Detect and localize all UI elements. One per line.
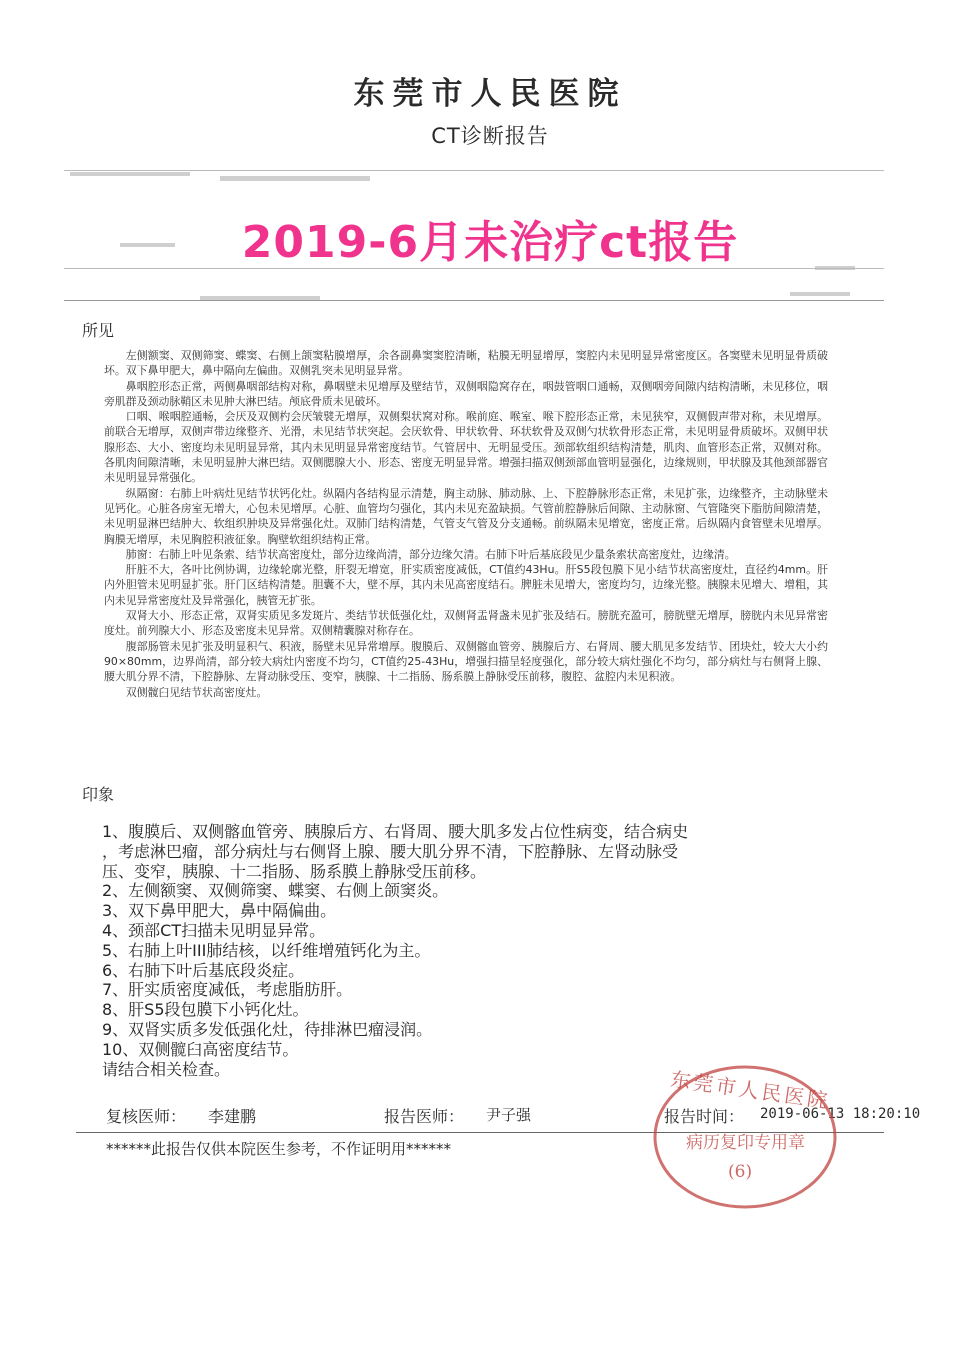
impression-line: 3、双下鼻甲肥大，鼻中隔偏曲。 [102,901,337,921]
report-time: 2019-06-13 18:20:10 [760,1106,921,1122]
impression-line: 6、右肺下叶后基底段炎症。 [102,960,305,980]
reporter-label: 报告医师： [384,1107,465,1126]
impression-line: 1、腹膜后、双侧髂血管旁、胰腺后方、右肾周、腰大肌多发占位性病变，结合病史 [102,822,689,841]
findings-paragraph: 鼻咽腔形态正常，两侧鼻咽部结构对称，鼻咽壁未见增厚及壁结节，双侧咽隐窝存在，咽鼓管咽口通畅，双侧咽旁间隙内结构清晰，未见移位，咽旁肌群及颈动脉鞘区未见肿大淋巴结。颅底骨质未见破坏。 [104,379,828,408]
findings-paragraph: 肺窗：右肺上叶见条索、结节状高密度灶，部分边缘尚清，部分边缘欠清。右肺下叶后基底段见少量条索状高密度灶，边缘清。 [125,547,736,561]
reporter-name: 尹子强 [486,1106,532,1124]
header-divider-top [64,170,884,171]
impression-line: 4、颈部CT扫描未见明显异常。 [102,920,326,940]
impression-line: 请结合相关检查。 [102,1059,231,1079]
findings-paragraph: 双肾大小、形态正常，双肾实质见多发斑片、类结节状低强化灶，双侧肾盂肾盏未见扩张及结石。膀胱充盈可，膀胱壁无增厚，膀胱内未见异常密度灶。前列腺大小、形态及密度未见异常。双侧精囊腺对称存在。 [104,609,828,638]
impression-line: 10、双侧髋臼高密度结节。 [102,1039,299,1059]
findings-paragraph: 肝脏不大，各叶比例协调，边缘轮廓光整，肝裂无增宽，肝实质密度减低，CT值约43Hu。肝S5段包膜下见小结节状高密度灶，直径约4mm。肝内外胆管未见明显扩张。肝门区结构清楚。胆囊不大，壁不厚，其内未见高密度结石。脾脏未见增大，密度均匀，边缘光整。胰腺未见增大、增粗，其内未见异常密度灶及异常强化，胰管无扩张。 [104,563,828,607]
header-divider-bottom [64,300,884,301]
stamp-middle-text: 病历复印专用章 [686,1133,805,1153]
overlay-caption: 2019-6月未治疗ct报告 [241,217,739,268]
findings-body [104,348,828,700]
time-label: 报告时间： [664,1107,745,1126]
findings-paragraph: 双侧髋臼见结节状高密度灶。 [125,685,268,699]
reviewer-name: 李建鹏 [208,1107,257,1126]
impression-label: 印象 [82,785,115,804]
findings-paragraph: 腹部肠管未见扩张及明显积气、积液，肠壁未见异常增厚。腹膜后、双侧髂血管旁、胰腺后方、右肾周、腰大肌见多发结节、团块灶，较大大小约90×80mm，边界尚清，部分较大病灶内密度不均匀，CT值约25-43Hu，增强扫描呈轻度强化，部分较大病灶强化不均匀，部分病灶与右侧肾上腺、腰大肌分界不清，下腔静脉、左肾动脉受压、变窄，胰腺、十二指肠、肠系膜上静脉受压前移，腹腔、盆腔内未见积液。 [104,639,828,684]
findings-paragraph: 左侧额窦、双侧筛窦、蝶窦、右侧上颌窦粘膜增厚，余各副鼻窦窦腔清晰，粘膜无明显增厚，窦腔内未见明显异常密度区。各窦壁未见明显骨质破坏。双下鼻甲肥大，鼻中隔向左偏曲。双侧乳突未见明显异常。 [104,349,828,378]
impression-line: 5、右肺上叶III肺结核，以纤维增殖钙化为主。 [102,940,431,960]
hospital-name: 东莞市人民医院 [353,76,627,112]
impression-line: 8、肝S5段包膜下小钙化灶。 [102,1000,309,1020]
stamp-top-text: 东莞市人民医院 [668,1066,832,1114]
stamp-number: (6) [728,1162,753,1182]
impression-line: 压、变窄，胰腺、十二指肠、肠系膜上静脉受压前移。 [102,861,487,881]
findings-paragraph: 口咽、喉咽腔通畅，会厌及双侧杓会厌皱襞无增厚，双侧梨状窝对称。喉前庭、喉室、喉下腔形态正常，未见狭窄，双侧假声带对称，未见增厚。前联合无增厚，双侧声带边缘整齐、光滑，未见结节状突起。会厌软骨、甲状软骨、环状软骨及双侧勺状软骨形态正常，未见明显骨质破坏。双侧甲状腺形态、大小、密度均未见明显异常，其内未见明显异常密度结节。气管居中、无明显受压。颈部软组织结构清楚，肌肉、血管形态正常，双侧对称。各肌肉间隙清晰，未见明显肿大淋巴结。双侧腮腺大小、形态、密度无明显异常。增强扫描双侧颈部血管明显强化，边缘规则，甲状腺及其他颈部器官未见明显异常强化。 [104,410,828,485]
findings-paragraph: 纵隔窗：右肺上叶病灶见结节状钙化灶。纵隔内各结构显示清楚，胸主动脉、肺动脉、上、下腔静脉形态正常，未见扩张，边缘整齐，主动脉壁未见钙化。心脏各房室无增大，心包未见增厚。心脏、血管均匀强化，其内未见充盈缺损。气管前腔静脉后间隙、主动脉窗、气管隆突下脂肪间隙清楚，未见明显淋巴结肿大、软组织肿块及异常强化灶。双肺门结构清楚，气管支气管及分支通畅。前纵隔未见增宽，密度正常。后纵隔内食管壁未见增厚。胸膜无增厚，未见胸腔积液征象。胸壁软组织结构正常。 [104,486,828,546]
impression-line: ，考虑淋巴瘤，部分病灶与右侧肾上腺、腰大肌分界不清，下腔静脉、左肾动脉受 [102,841,679,861]
impression-line: 9、双肾实质多发低强化灶，待排淋巴瘤浸润。 [102,1019,433,1039]
impression-line: 2、左侧额窦、双侧筛窦、蝶窦、右侧上颌窦炎。 [102,881,449,901]
impression-line: 7、肝实质密度减低，考虑脂肪肝。 [102,980,353,1000]
report-type: CT诊断报告 [431,124,549,148]
impression-body [102,822,854,1079]
footer-note: ******此报告仅供本院医生参考，不作证明用****** [106,1140,452,1158]
reviewer-label: 复核医师： [106,1107,187,1126]
findings-label: 所见 [82,321,115,340]
hospital-stamp [650,1062,840,1212]
